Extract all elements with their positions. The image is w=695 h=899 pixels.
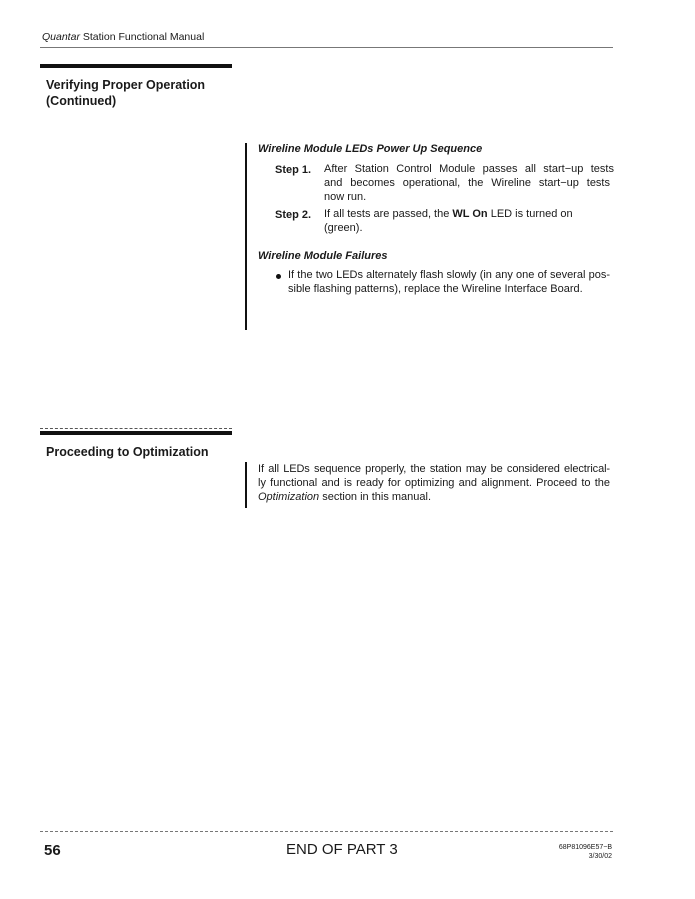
paragraph-fragment: section in this manual.	[319, 491, 432, 503]
end-of-part-label: END OF PART 3	[286, 841, 398, 858]
section-title-verifying	[46, 77, 236, 109]
optimization-reference: Optimization	[258, 491, 320, 503]
doc-number-line: 68P81096E57−B	[558, 844, 612, 851]
step-text-fragment: LED is turned on	[487, 208, 573, 220]
step-text-line: now run.	[324, 191, 367, 203]
section-rule	[40, 431, 232, 435]
bullet-icon	[276, 274, 281, 279]
change-bar	[245, 462, 247, 508]
page-number: 56	[44, 842, 61, 859]
paragraph-line: If all LEDs sequence properly, the station may be considered electrical-	[258, 463, 610, 475]
footer-rule	[40, 831, 613, 832]
section-title-optimization: Proceeding to Optimization	[46, 445, 209, 459]
section-rule	[40, 64, 232, 68]
section-title-line: (Continued)	[46, 94, 117, 108]
section-title-line: Verifying Proper Operation	[46, 78, 206, 92]
step-text-line: and becomes operational, the Wireline start−up tests	[324, 177, 610, 189]
step-text-fragment: If all tests are passed, the	[324, 208, 453, 220]
running-header	[42, 31, 204, 43]
paragraph-line	[258, 491, 431, 505]
subheading-power-up: Wireline Module LEDs Power Up Sequence	[258, 143, 483, 155]
header-title-rest: Station Functional Manual	[79, 31, 205, 43]
step-label: Step 2.	[275, 209, 312, 221]
step-text-line: (green).	[324, 222, 363, 234]
document-number	[540, 843, 612, 861]
step-text-line	[324, 208, 610, 222]
step-label: Step 1.	[275, 164, 312, 176]
change-bar	[245, 143, 247, 330]
bullet-text-line: sible flashing patterns), replace the Wireline Interface Board.	[288, 283, 583, 295]
doc-date-line: 3/30/02	[588, 853, 612, 860]
header-title-italic: Quantar	[42, 31, 80, 43]
step-text-line: After Station Control Module passes all start−up tests	[324, 163, 614, 175]
section-dash-rule	[40, 428, 232, 429]
led-name: WL On	[452, 208, 488, 220]
paragraph-line: ly functional and is ready for optimizing and alignment. Proceed to the	[258, 477, 610, 489]
subheading-failures: Wireline Module Failures	[258, 250, 388, 262]
header-rule	[40, 47, 613, 48]
bullet-text-line: If the two LEDs alternately flash slowly (in any one of several pos-	[288, 269, 610, 281]
